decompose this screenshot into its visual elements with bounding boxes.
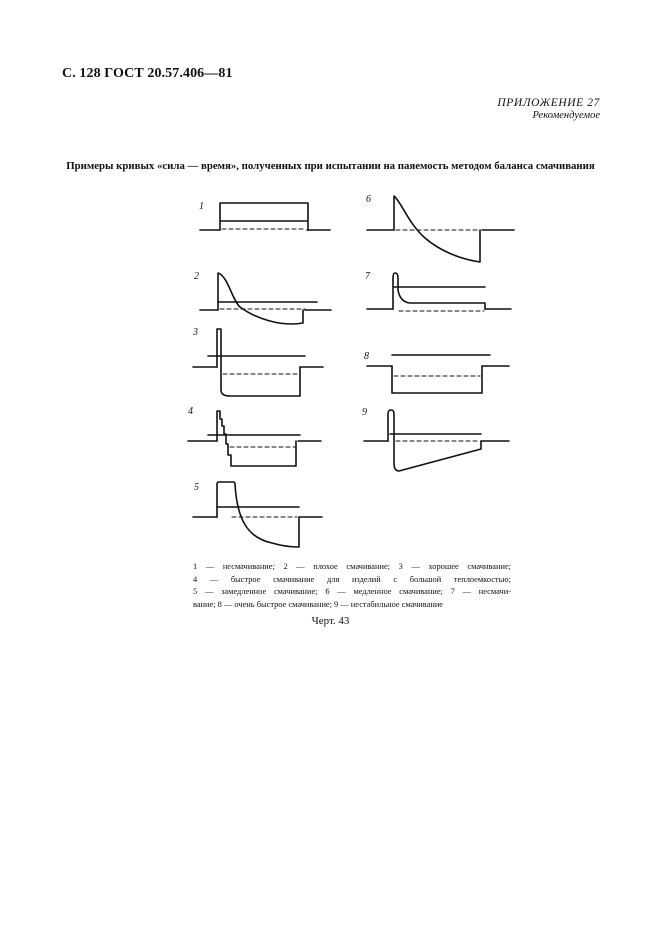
caption-line: 5 — замедленное смачивание; 6 — медленное смачивание; 7 — несмачи-: [193, 587, 511, 597]
curve-number-4: 4: [188, 406, 193, 417]
curve-2-trace: [218, 273, 303, 324]
caption-line: 4 — быстрое смачивание для изделий с большой теплоемкостью;: [193, 574, 511, 584]
appendix-subtitle: Рекомендуемое: [532, 110, 600, 121]
curve-number-3: 3: [193, 327, 198, 338]
curve-number-7: 7: [365, 271, 370, 282]
curve-number-6: 6: [366, 194, 371, 205]
caption-line: 1 — несмачивание; 2 — плохое смачивание; 3 — хорошее смачивание;: [193, 562, 511, 571]
curve-3: [192, 327, 323, 396]
curve-4-trace: [217, 411, 296, 466]
curve-7: [365, 271, 511, 311]
curve-9: [362, 407, 509, 471]
curve-number-2: 2: [194, 271, 199, 282]
curve-number-5: 5: [194, 482, 199, 493]
curve-6-trace: [394, 196, 480, 262]
curve-number-9: 9: [362, 407, 367, 418]
curve-1-trace: [220, 203, 308, 230]
curve-1: [199, 201, 330, 230]
curve-3-trace: [217, 329, 300, 396]
curve-number-8: 8: [364, 351, 369, 362]
curve-7-trace: [393, 273, 485, 309]
curve-2: [194, 271, 331, 324]
figure-label: Черт. 43: [311, 615, 350, 627]
curve-number-1: 1: [199, 201, 204, 212]
appendix-title: ПРИЛОЖЕНИЕ 27: [497, 97, 600, 109]
caption-line: вание; 8 — очень быстрое смачивание; 9 — нестабильное смачивание: [193, 599, 444, 609]
curve-4: [188, 406, 321, 466]
figure-title: Примеры кривых «сила — время», полученных при испытании на паяемость методом баланса смачивания: [66, 160, 595, 172]
curve-6: [366, 194, 514, 262]
curve-8: [364, 351, 509, 393]
page-header: С. 128 ГОСТ 20.57.406—81: [62, 66, 233, 81]
curve-5: [193, 482, 322, 547]
figure-caption: [193, 561, 511, 611]
curve-8-trace: [392, 366, 482, 393]
curve-5-trace: [217, 482, 299, 547]
